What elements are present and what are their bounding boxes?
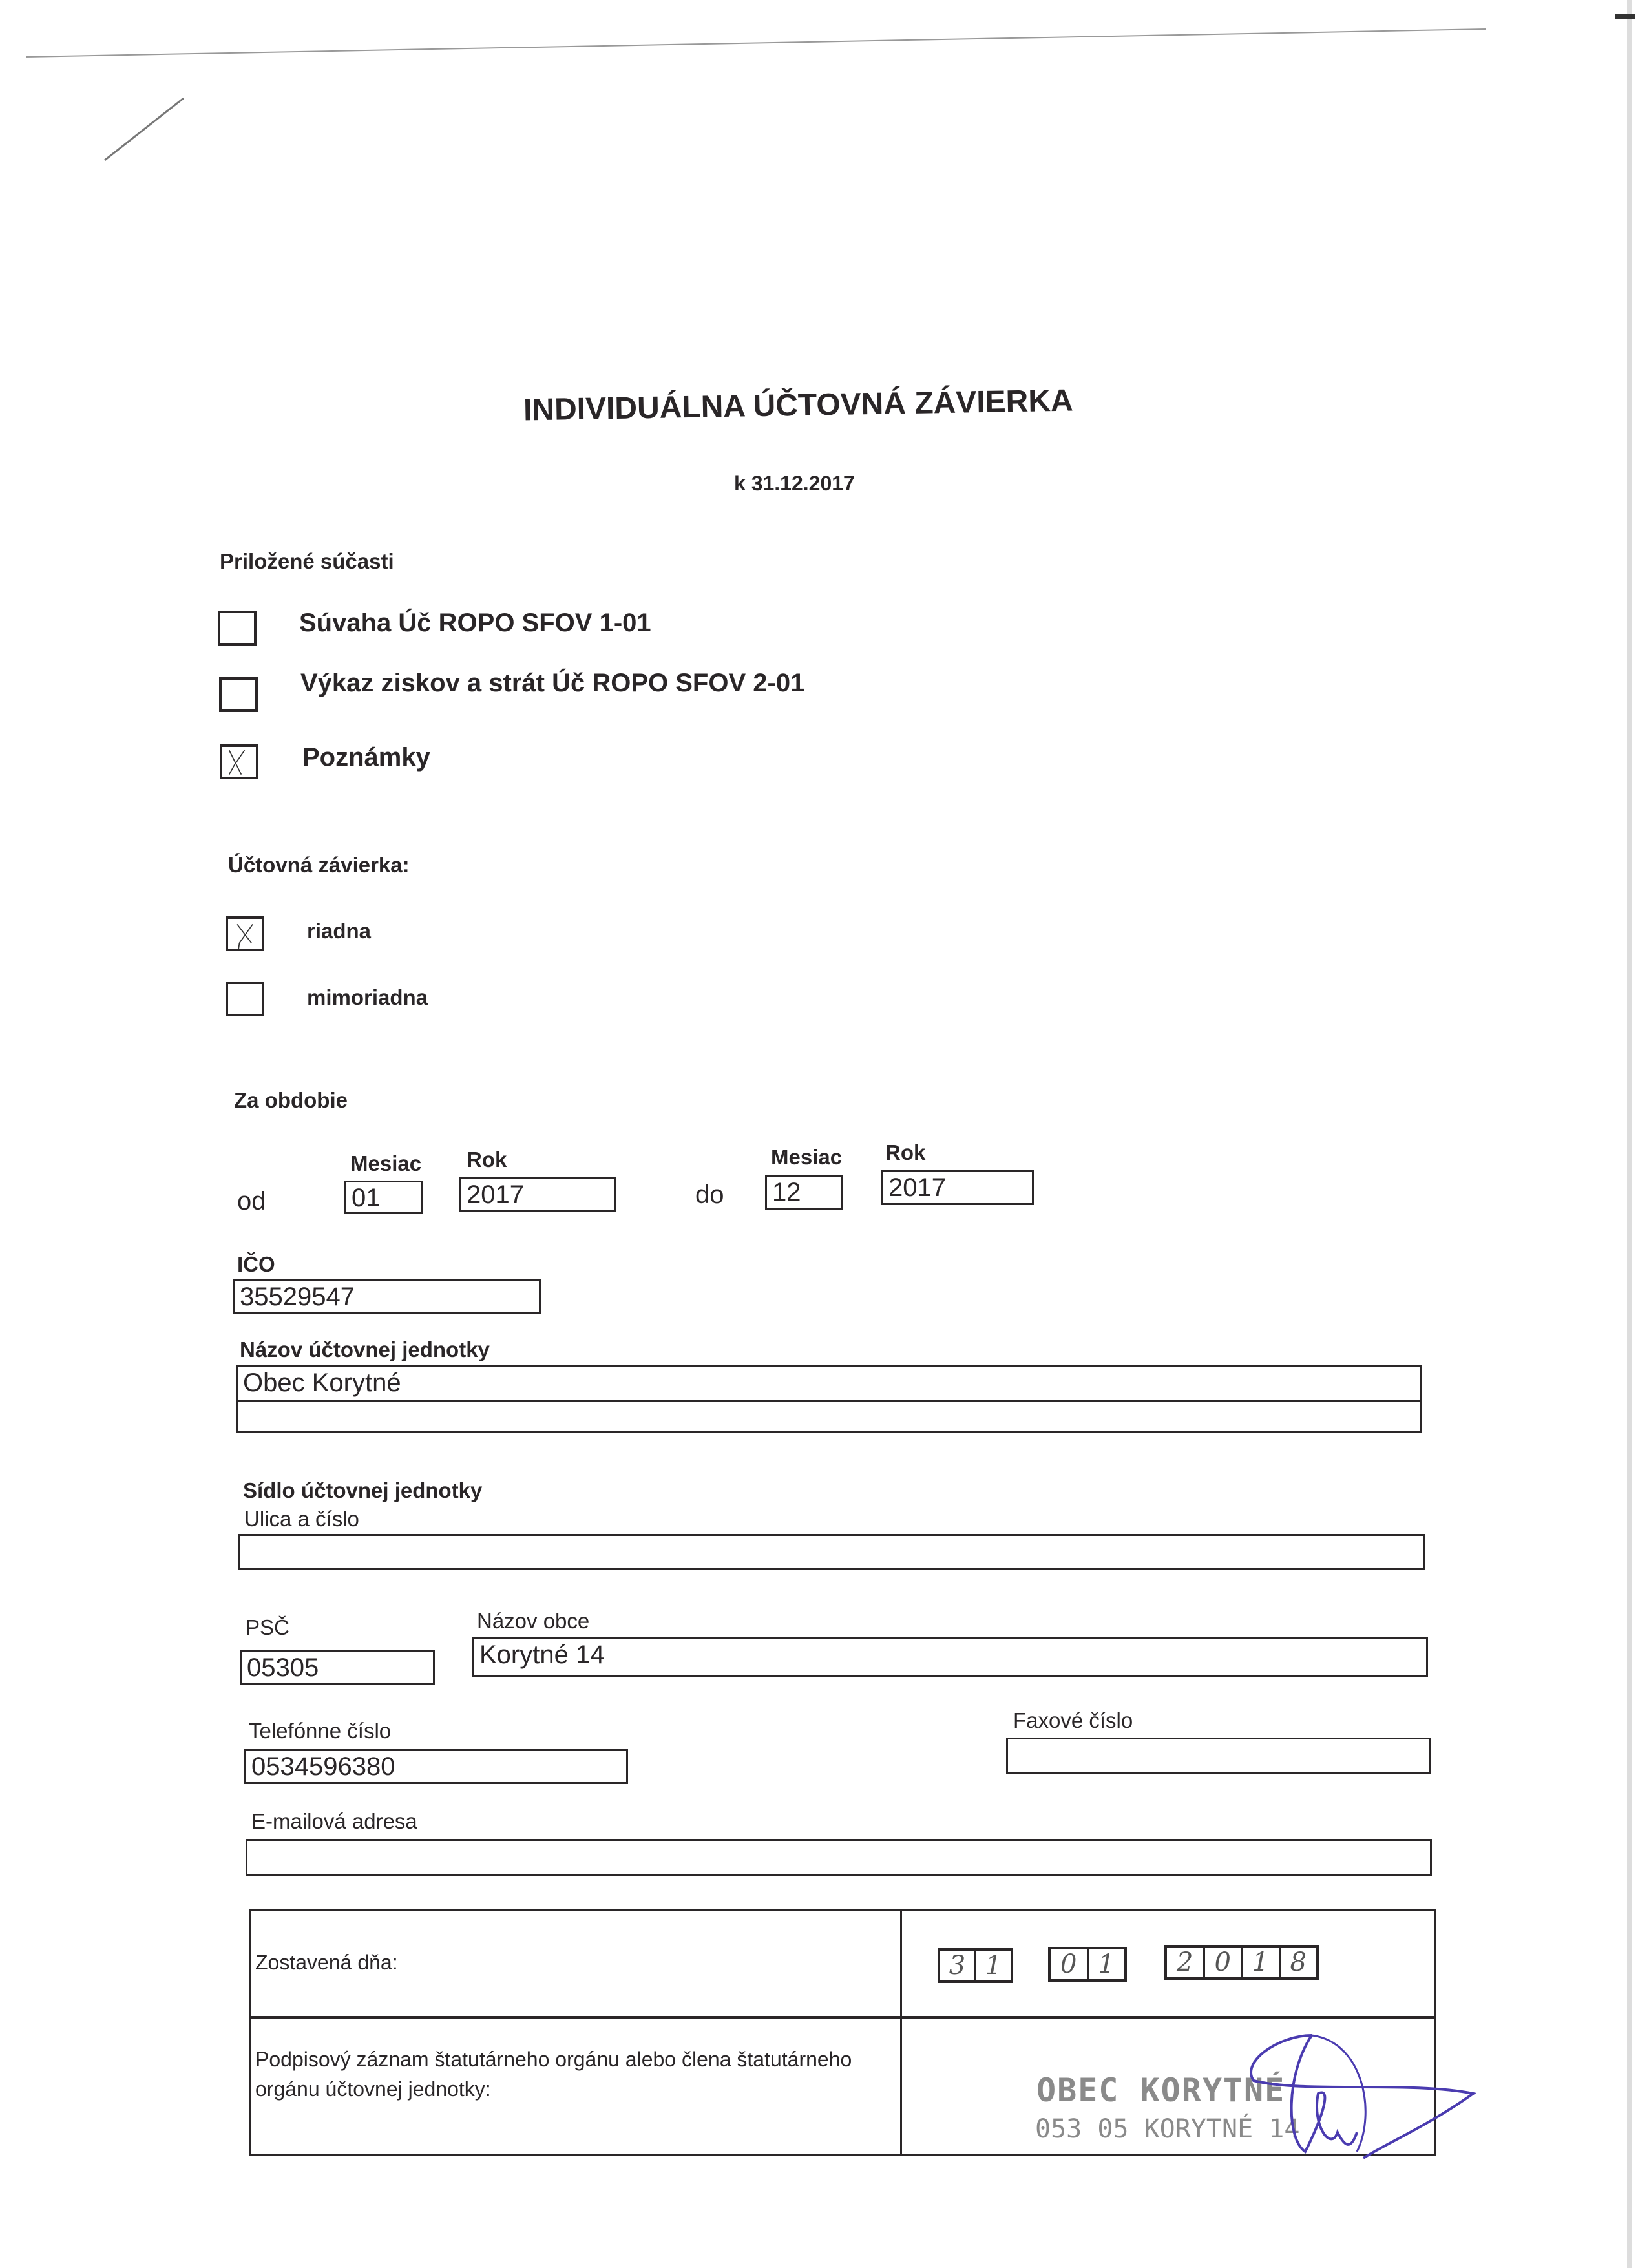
table-row-divider bbox=[251, 2016, 1434, 2019]
digit: 0 bbox=[1205, 1948, 1243, 1977]
to-month-field[interactable]: 12 bbox=[765, 1175, 843, 1210]
from-month-field[interactable]: 01 bbox=[344, 1181, 423, 1214]
attachments-heading: Priložené súčasti bbox=[220, 549, 394, 573]
entity-name-field-line2[interactable] bbox=[236, 1400, 1422, 1433]
signature-mark bbox=[1215, 2022, 1486, 2171]
entity-name-field-line1[interactable]: Obec Korytné bbox=[236, 1365, 1422, 1402]
compiled-month-field[interactable] bbox=[1048, 1947, 1127, 1982]
checkbox-vykaz[interactable] bbox=[219, 677, 258, 712]
period-heading: Za obdobie bbox=[234, 1088, 348, 1112]
option-label-mimoriadna: mimoriadna bbox=[307, 985, 428, 1009]
x-mark-icon bbox=[228, 919, 262, 949]
document-title: INDIVIDUÁLNA ÚČTOVNÁ ZÁVIERKA bbox=[523, 383, 1074, 428]
phone-field[interactable]: 0534596380 bbox=[244, 1749, 628, 1784]
digit: 1 bbox=[1243, 1948, 1281, 1977]
from-year-field[interactable]: 2017 bbox=[459, 1177, 616, 1212]
email-field[interactable] bbox=[246, 1839, 1432, 1876]
from-label: od bbox=[237, 1187, 266, 1215]
ico-label: IČO bbox=[237, 1252, 275, 1276]
phone-label: Telefónne číslo bbox=[249, 1719, 392, 1743]
street-label: Ulica a číslo bbox=[244, 1507, 359, 1531]
attachment-label-suvaha: Súvaha Úč ROPO SFOV 1-01 bbox=[299, 609, 651, 637]
compiled-year-field[interactable] bbox=[1164, 1945, 1319, 1980]
psc-field[interactable]: 05305 bbox=[240, 1650, 435, 1685]
digit: 0 bbox=[1051, 1949, 1089, 1979]
to-year-field[interactable]: 2017 bbox=[881, 1170, 1034, 1205]
psc-label: PSČ bbox=[246, 1615, 289, 1639]
date-line: k 31.12.2017 bbox=[734, 472, 855, 495]
checkbox-mimoriadna[interactable] bbox=[226, 982, 264, 1016]
signature-label: Podpisový záznam štatutárneho orgánu alebo člena štatutárneho orgánu účtovnej jednotky: bbox=[255, 2048, 852, 2101]
digit: 1 bbox=[985, 1951, 1002, 1980]
table-column-divider bbox=[900, 1911, 902, 2154]
to-year-label: Rok bbox=[885, 1140, 926, 1164]
option-label-riadna: riadna bbox=[307, 919, 372, 943]
x-mark-icon bbox=[222, 747, 256, 777]
town-label: Názov obce bbox=[477, 1609, 590, 1633]
stamp-line2: 053 05 KORYTNÉ 14 bbox=[1035, 2114, 1300, 2144]
checkbox-suvaha[interactable] bbox=[218, 611, 257, 646]
attachment-label-vykaz: Výkaz ziskov a strát Úč ROPO SFOV 2-01 bbox=[300, 669, 805, 697]
fax-field[interactable] bbox=[1006, 1738, 1431, 1774]
attachment-label-poznamky: Poznámky bbox=[302, 743, 430, 772]
street-field[interactable] bbox=[238, 1534, 1425, 1570]
ico-field[interactable]: 35529547 bbox=[233, 1279, 541, 1314]
seat-heading: Sídlo účtovnej jednotky bbox=[243, 1478, 483, 1502]
from-month-label: Mesiac bbox=[350, 1151, 422, 1175]
to-month-label: Mesiac bbox=[771, 1145, 843, 1169]
from-year-label: Rok bbox=[467, 1148, 507, 1171]
digit: 1 bbox=[1098, 1949, 1115, 1979]
town-field[interactable]: Korytné 14 bbox=[472, 1637, 1428, 1677]
digit: 2 bbox=[1167, 1948, 1205, 1977]
checkbox-poznamky[interactable] bbox=[220, 744, 258, 779]
closing-type-heading: Účtovná závierka: bbox=[228, 853, 410, 877]
entity-name-label: Názov účtovnej jednotky bbox=[240, 1338, 490, 1361]
email-label: E-mailová adresa bbox=[251, 1809, 417, 1833]
digit: 3 bbox=[940, 1951, 976, 1980]
to-label: do bbox=[695, 1181, 724, 1209]
compiled-day-field[interactable] bbox=[938, 1948, 1013, 1983]
checkbox-riadna[interactable] bbox=[226, 916, 264, 951]
fax-label: Faxové číslo bbox=[1013, 1708, 1133, 1732]
compiled-date-label: Zostavená dňa: bbox=[255, 1951, 398, 1974]
digit: 8 bbox=[1290, 1948, 1307, 1977]
stamp-line1: OBEC KORYTNÉ bbox=[1036, 2072, 1286, 2109]
